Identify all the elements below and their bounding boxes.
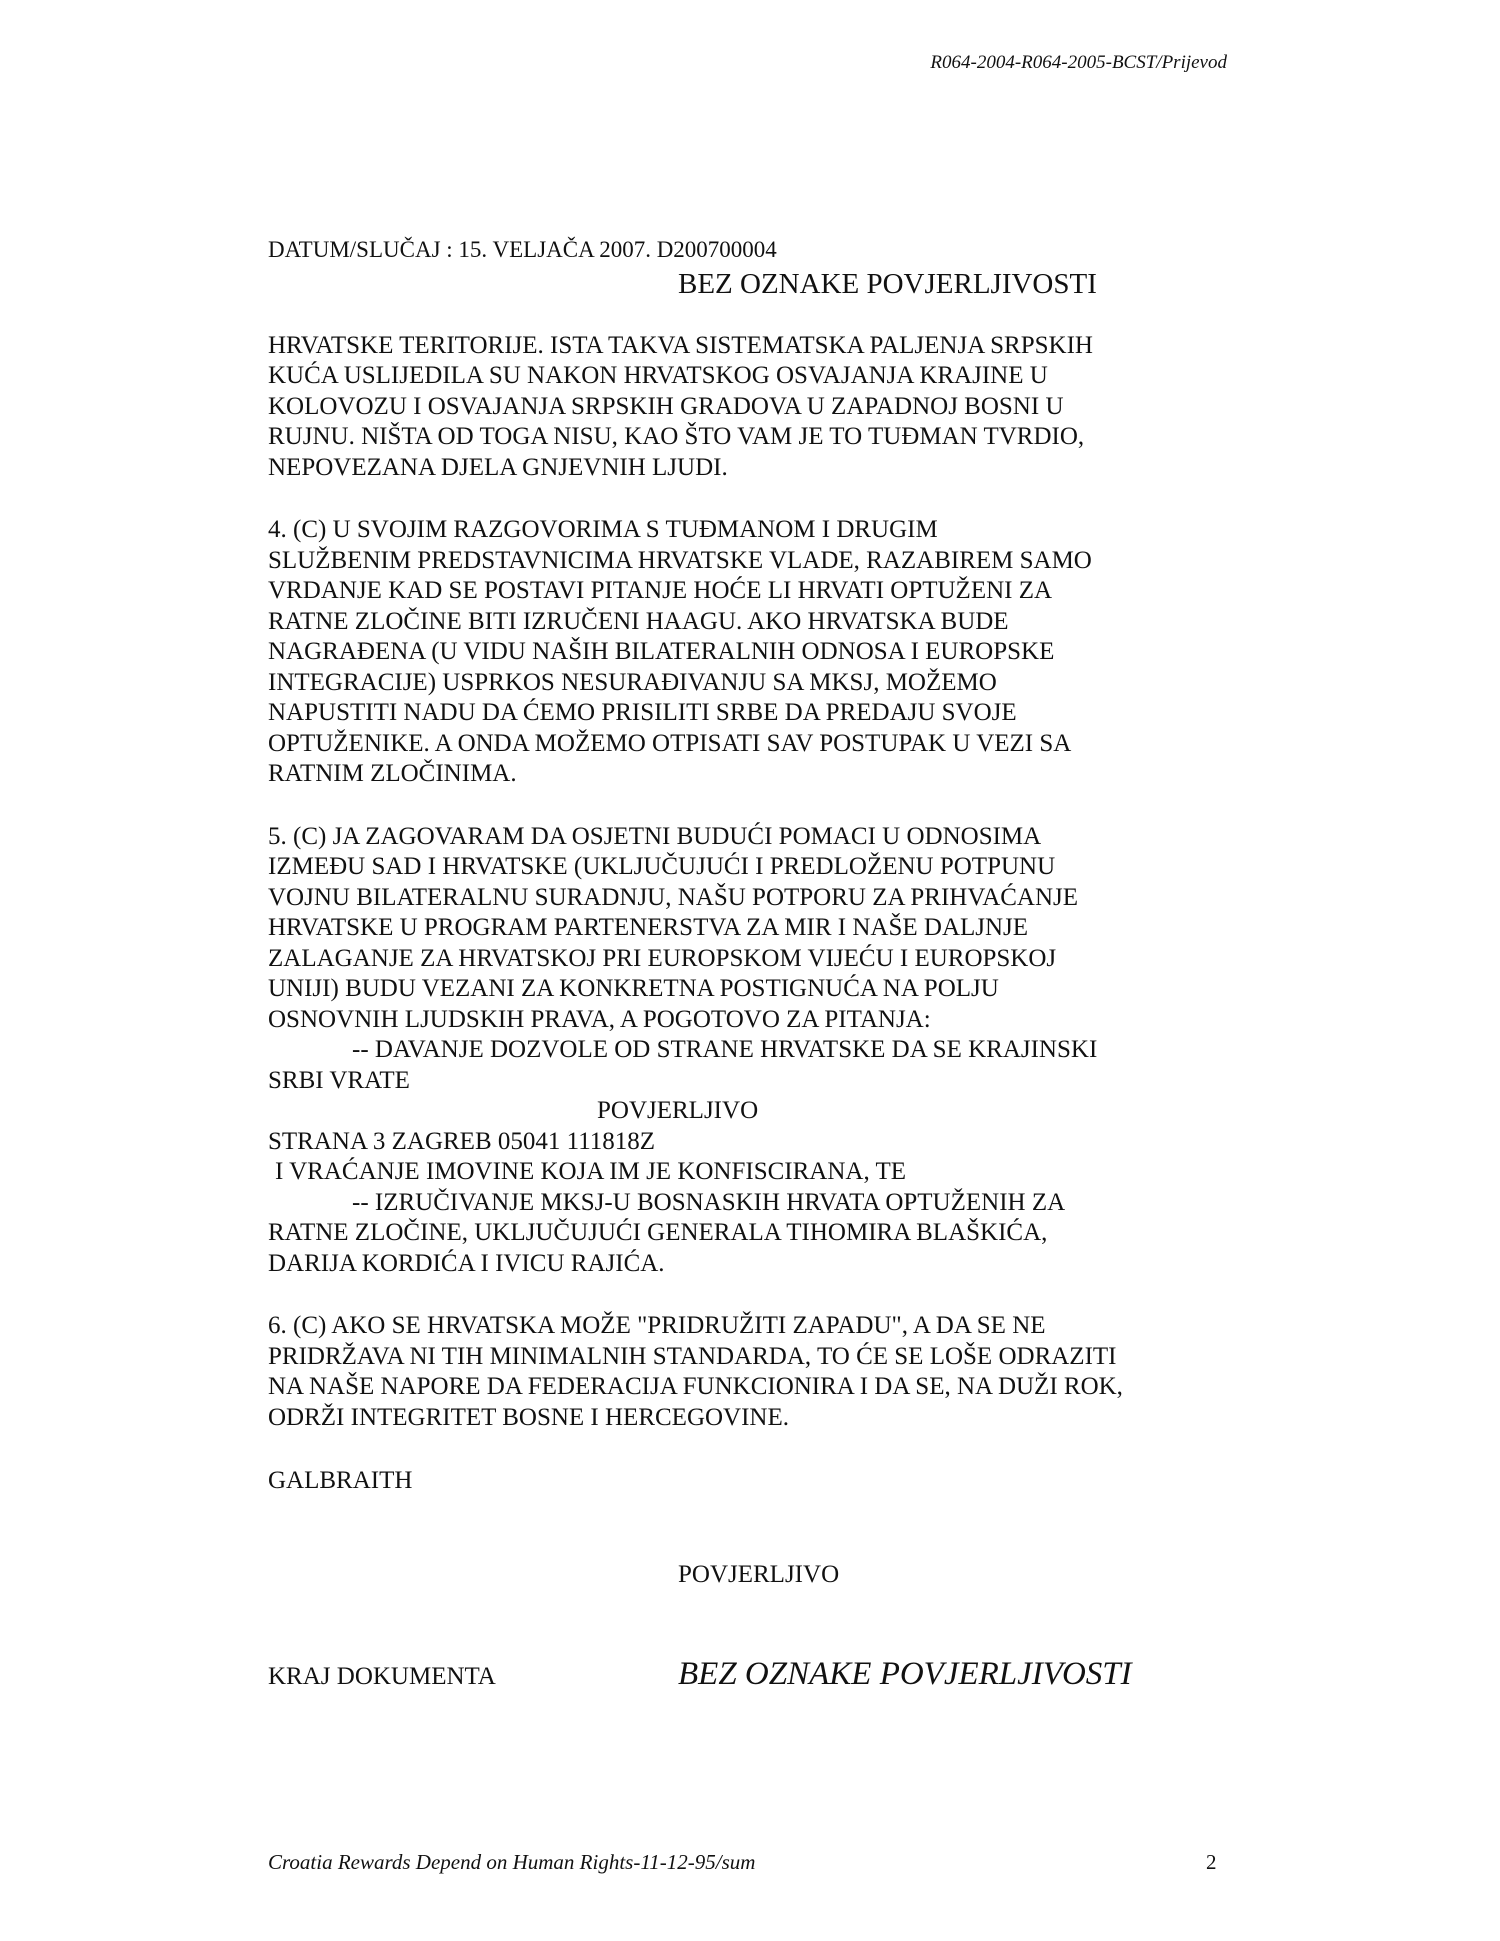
end-of-document: KRAJ DOKUMENTA: [268, 1663, 496, 1690]
body-line: NEPOVEZANA DJELA GNJEVNIH LJUDI.: [268, 454, 728, 481]
body-line: HRVATSKE U PROGRAM PARTENERSTVA ZA MIR I NAŠE DALJNJE: [268, 914, 1029, 941]
body-line: SRBI VRATE: [268, 1067, 410, 1094]
body-line: INTEGRACIJE) USPRKOS NESURAĐIVANJU SA MKSJ, MOŽEMO: [268, 669, 997, 696]
body-line: HRVATSKE TERITORIJE. ISTA TAKVA SISTEMATSKA PALJENJA SRPSKIH: [268, 332, 1093, 359]
document-reference: R064-2004-R064-2005-BCST/Prijevod: [930, 52, 1227, 73]
body-line: 5. (C) JA ZAGOVARAM DA OSJETNI BUDUĆI POMACI U ODNOSIMA: [268, 823, 1042, 850]
body-line: -- DAVANJE DOZVOLE OD STRANE HRVATSKE DA SE KRAJINSKI: [352, 1036, 1098, 1063]
body-line: UNIJI) BUDU VEZANI ZA KONKRETNA POSTIGNUĆA NA POLJU: [268, 975, 999, 1002]
body-line: KUĆA USLIJEDILA SU NAKON HRVATSKOG OSVAJANJA KRAJINE U: [268, 362, 1048, 389]
body-line: RATNE ZLOČINE BITI IZRUČENI HAAGU. AKO HRVATSKA BUDE: [268, 608, 1009, 635]
body-line: NA NAŠE NAPORE DA FEDERACIJA FUNKCIONIRA I DA SE, NA DUŽI ROK,: [268, 1373, 1123, 1400]
page-number: 2: [1206, 1850, 1217, 1874]
confidential-mark: POVJERLJIVO: [597, 1097, 759, 1124]
body-line: PRIDRŽAVA NI TIH MINIMALNIH STANDARDA, TO ĆE SE LOŠE ODRAZITI: [268, 1343, 1117, 1370]
footer-title: Croatia Rewards Depend on Human Rights-11-12-95/sum: [268, 1850, 756, 1874]
body-line: I VRAĆANJE IMOVINE KOJA IM JE KONFISCIRANA, TE: [275, 1158, 907, 1185]
body-line: VRDANJE KAD SE POSTAVI PITANJE HOĆE LI HRVATI OPTUŽENI ZA: [268, 577, 1053, 604]
body-line: NAGRAĐENA (U VIDU NAŠIH BILATERALNIH ODNOSA I EUROPSKE: [268, 638, 1055, 665]
body-line: VOJNU BILATERALNU SURADNJU, NAŠU POTPORU ZA PRIHVAĆANJE: [268, 884, 1079, 911]
page-header-line: STRANA 3 ZAGREB 05041 111818Z: [268, 1128, 656, 1155]
classification-bottom: BEZ OZNAKE POVJERLJIVOSTI: [678, 1656, 1132, 1692]
body-line: ZALAGANJE ZA HRVATSKOJ PRI EUROPSKOM VIJEĆU I EUROPSKOJ: [268, 945, 1057, 972]
body-line: OSNOVNIH LJUDSKIH PRAVA, A POGOTOVO ZA PITANJA:: [268, 1006, 931, 1033]
body-line: DARIJA KORDIĆA I IVICU RAJIĆA.: [268, 1250, 665, 1277]
body-line: 4. (C) U SVOJIM RAZGOVORIMA S TUĐMANOM I DRUGIM: [268, 516, 938, 543]
body-line: ODRŽI INTEGRITET BOSNE I HERCEGOVINE.: [268, 1404, 790, 1431]
body-line: RATNE ZLOČINE, UKLJUČUJUĆI GENERALA TIHOMIRA BLAŠKIĆA,: [268, 1219, 1048, 1246]
confidential-mark-bottom: POVJERLJIVO: [678, 1561, 840, 1588]
date-case-line: DATUM/SLUČAJ : 15. VELJAČA 2007. D200700004: [268, 237, 777, 262]
body-line: RATNIM ZLOČINIMA.: [268, 760, 517, 787]
body-line: OPTUŽENIKE. A ONDA MOŽEMO OTPISATI SAV POSTUPAK U VEZI SA: [268, 730, 1072, 757]
body-line: IZMEĐU SAD I HRVATSKE (UKLJUČUJUĆI I PREDLOŽENU POTPUNU: [268, 853, 1056, 880]
body-line: 6. (C) AKO SE HRVATSKA MOŽE "PRIDRUŽITI ZAPADU", A DA SE NE: [268, 1312, 1046, 1339]
body-line: -- IZRUČIVANJE MKSJ-U BOSNASKIH HRVATA OPTUŽENIH ZA: [352, 1189, 1066, 1216]
body-line: RUJNU. NIŠTA OD TOGA NISU, KAO ŠTO VAM JE TO TUĐMAN TVRDIO,: [268, 423, 1085, 450]
signature-name: GALBRAITH: [268, 1467, 413, 1494]
body-line: KOLOVOZU I OSVAJANJA SRPSKIH GRADOVA U ZAPADNOJ BOSNI U: [268, 393, 1064, 420]
body-line: NAPUSTITI NADU DA ĆEMO PRISILITI SRBE DA PREDAJU SVOJE: [268, 699, 1017, 726]
body-line: SLUŽBENIM PREDSTAVNICIMA HRVATSKE VLADE, RAZABIREM SAMO: [268, 547, 1092, 574]
classification-top: BEZ OZNAKE POVJERLJIVOSTI: [678, 268, 1097, 300]
